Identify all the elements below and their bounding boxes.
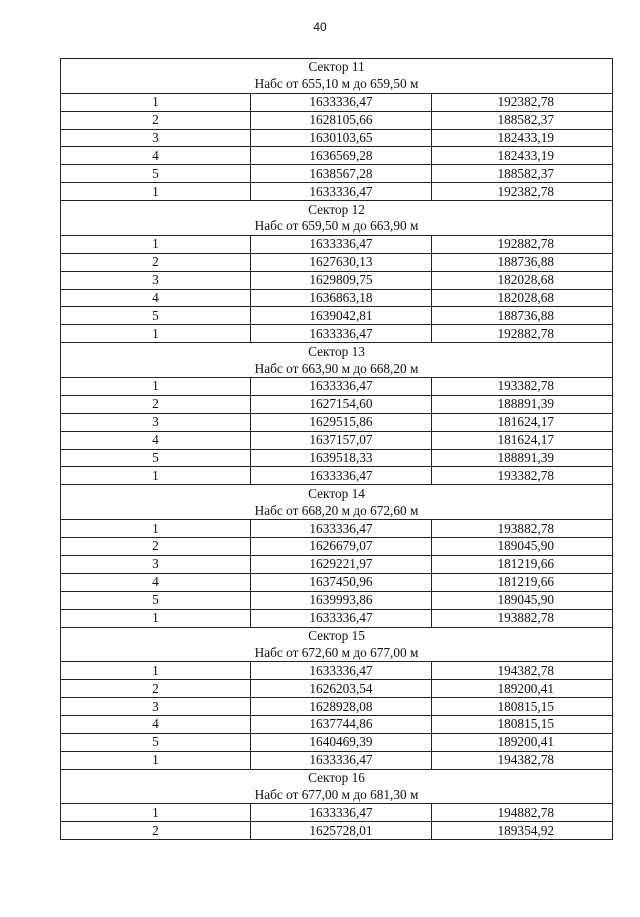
sector-range-row [61,360,613,377]
coordinate-y: 188736,88 [432,307,613,325]
table-row [61,325,613,343]
table-row [61,591,613,609]
coordinate-x: 1626203,54 [251,680,432,698]
point-number: 1 [61,325,251,343]
coordinate-y: 193882,78 [432,609,613,627]
table-row [61,183,613,201]
point-number: 5 [61,591,251,609]
table-row [61,822,613,840]
point-number: 4 [61,715,251,733]
sector-range: Набс от 668,20 м до 672,60 м [61,502,613,519]
table-row [61,555,613,573]
sector-range-row [61,644,613,661]
point-number: 2 [61,111,251,129]
point-number: 1 [61,804,251,822]
coordinate-x: 1638567,28 [251,165,432,183]
table-row [61,449,613,467]
sector-range-row [61,787,613,804]
point-number: 2 [61,395,251,413]
table-row [61,307,613,325]
table-row [61,733,613,751]
coordinate-x: 1636863,18 [251,289,432,307]
table-row [61,751,613,769]
coordinate-y: 192882,78 [432,325,613,343]
coordinate-x: 1639518,33 [251,449,432,467]
coordinate-x: 1640469,39 [251,733,432,751]
coordinate-x: 1628928,08 [251,698,432,716]
sector-range-row [61,502,613,519]
point-number: 1 [61,609,251,627]
table-row [61,431,613,449]
coordinate-y: 193382,78 [432,378,613,396]
coordinate-x: 1627630,13 [251,253,432,271]
sector-range-row [61,218,613,235]
sector-title-row [61,485,613,502]
table-row [61,253,613,271]
table-row [61,467,613,485]
coordinate-x: 1639042,81 [251,307,432,325]
coordinate-y: 192882,78 [432,235,613,253]
coordinate-x: 1628105,66 [251,111,432,129]
coordinate-x: 1637744,86 [251,715,432,733]
coordinate-x: 1633336,47 [251,93,432,111]
point-number: 5 [61,449,251,467]
sector-range: Набс от 659,50 м до 663,90 м [61,218,613,235]
table-row [61,573,613,591]
table-row [61,662,613,680]
coordinate-x: 1633336,47 [251,520,432,538]
coordinate-x: 1633336,47 [251,662,432,680]
point-number: 2 [61,253,251,271]
coordinate-x: 1633336,47 [251,235,432,253]
coordinates-table [60,58,613,840]
coordinate-y: 189045,90 [432,538,613,556]
table-row [61,609,613,627]
sector-range: Набс от 677,00 м до 681,30 м [61,787,613,804]
coordinate-x: 1637157,07 [251,431,432,449]
coordinate-y: 189200,41 [432,680,613,698]
coordinates-table-body [61,59,613,840]
sector-title-row [61,59,613,76]
point-number: 1 [61,93,251,111]
table-row [61,378,613,396]
coordinate-x: 1630103,65 [251,129,432,147]
coordinate-y: 180815,15 [432,698,613,716]
coordinate-x: 1629809,75 [251,271,432,289]
coordinate-x: 1633336,47 [251,378,432,396]
table-row [61,93,613,111]
point-number: 4 [61,147,251,165]
coordinate-x: 1633336,47 [251,183,432,201]
coordinate-y: 188582,37 [432,111,613,129]
point-number: 1 [61,235,251,253]
table-row [61,715,613,733]
coordinate-x: 1626679,07 [251,538,432,556]
sector-title: Сектор 16 [61,769,613,786]
point-number: 1 [61,467,251,485]
table-row [61,804,613,822]
coordinate-x: 1629221,97 [251,555,432,573]
table-row [61,395,613,413]
sector-title-row [61,769,613,786]
coordinate-x: 1636569,28 [251,147,432,165]
coordinate-y: 181219,66 [432,573,613,591]
table-row [61,235,613,253]
table-row [61,520,613,538]
coordinate-y: 194382,78 [432,662,613,680]
coordinate-y: 188891,39 [432,449,613,467]
coordinate-x: 1625728,01 [251,822,432,840]
coordinate-x: 1629515,86 [251,413,432,431]
coordinate-x: 1633336,47 [251,325,432,343]
coordinate-y: 189045,90 [432,591,613,609]
coordinate-x: 1633336,47 [251,804,432,822]
table-row [61,698,613,716]
table-row [61,111,613,129]
point-number: 2 [61,822,251,840]
table-row [61,165,613,183]
table-row [61,680,613,698]
sector-title: Сектор 11 [61,59,613,76]
point-number: 3 [61,271,251,289]
table-row [61,147,613,165]
coordinate-y: 188736,88 [432,253,613,271]
coordinate-y: 194382,78 [432,751,613,769]
sector-title-row [61,343,613,360]
coordinate-y: 182433,19 [432,147,613,165]
sector-range: Набс от 655,10 м до 659,50 м [61,76,613,93]
point-number: 4 [61,573,251,591]
coordinate-y: 188582,37 [432,165,613,183]
coordinate-y: 181624,17 [432,413,613,431]
sector-title-row [61,201,613,218]
point-number: 4 [61,431,251,449]
coordinate-x: 1627154,60 [251,395,432,413]
sector-title: Сектор 12 [61,201,613,218]
point-number: 3 [61,129,251,147]
coordinate-y: 181219,66 [432,555,613,573]
point-number: 1 [61,662,251,680]
table-row [61,271,613,289]
point-number: 3 [61,413,251,431]
coordinate-y: 189200,41 [432,733,613,751]
coordinate-y: 193882,78 [432,520,613,538]
point-number: 1 [61,520,251,538]
point-number: 5 [61,733,251,751]
coordinate-y: 180815,15 [432,715,613,733]
point-number: 5 [61,307,251,325]
sector-range: Набс от 663,90 м до 668,20 м [61,360,613,377]
coordinate-y: 181624,17 [432,431,613,449]
table-row [61,413,613,431]
coordinate-y: 182028,68 [432,289,613,307]
coordinate-x: 1633336,47 [251,609,432,627]
point-number: 3 [61,555,251,573]
point-number: 1 [61,183,251,201]
table-row [61,289,613,307]
sector-range-row [61,76,613,93]
sector-title: Сектор 13 [61,343,613,360]
coordinate-y: 189354,92 [432,822,613,840]
table-row [61,538,613,556]
point-number: 1 [61,751,251,769]
point-number: 1 [61,378,251,396]
table-row [61,129,613,147]
coordinate-y: 182028,68 [432,271,613,289]
sector-range: Набс от 672,60 м до 677,00 м [61,644,613,661]
point-number: 3 [61,698,251,716]
point-number: 2 [61,680,251,698]
coordinate-y: 192382,78 [432,183,613,201]
sector-title: Сектор 15 [61,627,613,644]
coordinate-y: 194882,78 [432,804,613,822]
point-number: 5 [61,165,251,183]
sector-title-row [61,627,613,644]
coordinate-x: 1639993,86 [251,591,432,609]
coordinate-x: 1633336,47 [251,751,432,769]
coordinate-y: 182433,19 [432,129,613,147]
coordinate-y: 192382,78 [432,93,613,111]
point-number: 4 [61,289,251,307]
coordinate-x: 1633336,47 [251,467,432,485]
point-number: 2 [61,538,251,556]
coordinate-x: 1637450,96 [251,573,432,591]
coordinate-y: 193382,78 [432,467,613,485]
sector-title: Сектор 14 [61,485,613,502]
page-number: 40 [313,20,327,34]
coordinate-y: 188891,39 [432,395,613,413]
